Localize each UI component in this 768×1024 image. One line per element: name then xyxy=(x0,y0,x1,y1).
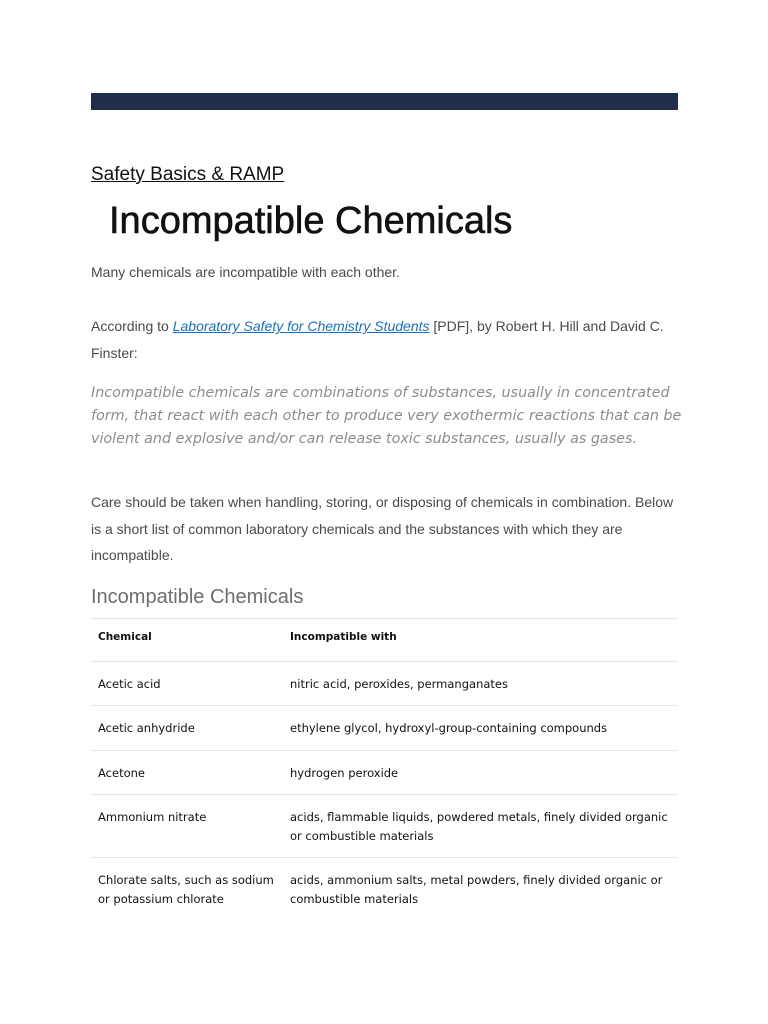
care-paragraph: Care should be taken when handling, storing, or disposing of chemicals in combination. Below is a short list of common laboratory chemicals and the substances with which they are incompatible. xyxy=(91,494,674,563)
citation-suffix: [PDF], by Robert H. Hill and David C. Finster: xyxy=(91,318,664,361)
section-heading: Incompatible Chemicals xyxy=(91,586,304,608)
table-row xyxy=(91,706,678,751)
incompatible-cell: acids, ammonium salts, metal powders, finely divided organic or combustible materials xyxy=(290,873,663,906)
intro-paragraph: Many chemicals are incompatible with each other. xyxy=(91,264,400,280)
definition-quote: Incompatible chemicals are combinations of substances, usually in concentrated form, that react with each other to produce very exothermic reactions that can be violent and explosive and/or can release toxic substances, usually as gases. xyxy=(91,385,682,447)
citation-paragraph xyxy=(91,313,681,367)
incompatible-cell: ethylene glycol, hydroxyl-group-containing compounds xyxy=(290,721,608,735)
source-link[interactable]: Laboratory Safety for Chemistry Students xyxy=(172,318,430,334)
incompatible-cell: nitric acid, peroxides, permanganates xyxy=(290,677,508,691)
chemical-cell: Acetone xyxy=(98,766,145,780)
chemical-cell: Chlorate salts, such as sodium or potassium chlorate xyxy=(98,873,274,906)
incompatible-cell: hydrogen peroxide xyxy=(290,766,399,780)
table-header-row xyxy=(91,619,678,662)
chemical-cell: Acetic acid xyxy=(98,677,161,691)
table-row xyxy=(91,858,678,918)
breadcrumb[interactable]: Safety Basics & RAMP xyxy=(91,164,285,185)
top-banner-bar xyxy=(91,93,678,110)
incompatible-cell: acids, flammable liquids, powdered metals, finely divided organic or combustible materials xyxy=(290,810,668,843)
chemical-cell: Acetic anhydride xyxy=(98,721,195,735)
table-row xyxy=(91,795,678,858)
citation-prefix: According to xyxy=(91,318,173,334)
page-title: Incompatible Chemicals xyxy=(109,200,513,242)
header-incompatible-with: Incompatible with xyxy=(290,631,397,643)
incompatible-chemicals-table xyxy=(91,618,678,918)
chemical-cell: Ammonium nitrate xyxy=(98,810,207,824)
table-row xyxy=(91,751,678,795)
table-row xyxy=(91,662,678,706)
header-chemical: Chemical xyxy=(98,631,152,643)
